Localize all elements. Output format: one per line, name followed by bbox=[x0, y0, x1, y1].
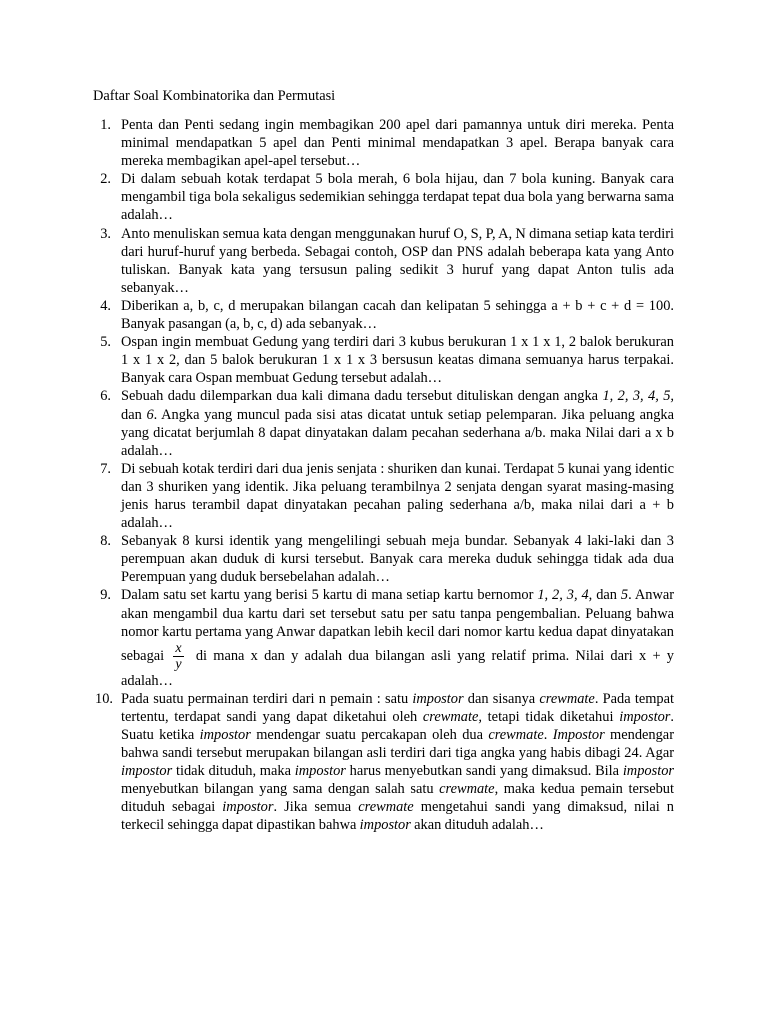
question-text-part: akan dituduh adalah… bbox=[410, 817, 544, 834]
question-number: 1. bbox=[100, 117, 111, 133]
question-number: 3. bbox=[100, 225, 111, 242]
term-impostor: impostor bbox=[622, 763, 674, 780]
question-number: 2. bbox=[100, 171, 111, 188]
card-number-five: 5 bbox=[620, 587, 629, 604]
question-text bbox=[121, 586, 674, 689]
question-text bbox=[121, 690, 674, 835]
question-5 bbox=[0, 333, 768, 387]
question-number: 7. bbox=[100, 460, 111, 477]
question-text-part: . bbox=[543, 727, 553, 743]
question-text-part: dan sisanya bbox=[463, 690, 540, 707]
question-text: Diberikan a, b, c, d merupakan bilangan cacah dan kelipatan 5 sehingga a + b + c + d = 100. Banyak pasangan (a, b, c, d) ada sebanyak… bbox=[121, 297, 674, 333]
term-impostor: impostor bbox=[412, 690, 464, 707]
question-text: Di dalam sebuah kotak terdapat 5 bola merah, 6 bola hijau, dan 7 bola kuning. Banyak cara mengambil tiga bola sekaligus sedemikian sehingga terdapat tepat dua bola yang berwarna sama adalah… bbox=[121, 171, 674, 224]
question-8 bbox=[0, 532, 768, 586]
question-text-part: tidak dituduh, maka bbox=[172, 763, 295, 780]
question-text-part: Sebuah dadu dilemparkan dua kali dimana dadu tersebut dituliskan dengan angka bbox=[121, 388, 603, 405]
question-text-part: mendengar suatu percakapan oleh dua bbox=[250, 727, 489, 743]
question-text-part: . Angka yang muncul pada sisi atas dicatat untuk setiap pelemparan. Jika peluang angka yang dicatat berjumlah 8 dapat dinyatakan dalam pecahan sederhana a/b. maka Nilai dari a x b adalah… bbox=[121, 406, 675, 459]
question-number: 6. bbox=[100, 388, 111, 405]
question-number: 5. bbox=[100, 334, 111, 351]
fraction-numerator: x bbox=[175, 640, 182, 656]
term-impostor: impostor bbox=[199, 727, 251, 743]
dice-face-six: 6 bbox=[146, 406, 154, 423]
question-text-part: mendengar bahwa sandi tersebut merupakan bilangan asli terdiri dari tiga angka yang habis dibagi 24. Agar bbox=[121, 727, 674, 762]
question-text-part: menyebutkan bilangan yang sama dengan salah satu bbox=[121, 781, 440, 798]
question-text bbox=[121, 387, 674, 459]
term-crewmate: crewmate, bbox=[422, 708, 482, 725]
term-crewmate: crewmate bbox=[358, 799, 414, 816]
question-text-part: mengetahui sandi yang dimaksud, nilai n terkecil sehingga dapat dipastikan bahwa bbox=[121, 799, 674, 834]
question-4 bbox=[0, 297, 768, 333]
term-crewmate: crewmate bbox=[439, 781, 495, 798]
question-text-part: dan bbox=[592, 587, 621, 604]
question-text-part: dan bbox=[121, 406, 147, 423]
question-text: Ospan ingin membuat Gedung yang terdiri dari 3 kubus berukuran 1 x 1 x 1, 2 balok berukuran 1 x 1 x 2, dan 5 balok berukuran 1 x 1 x 3 bersusun keatas dimana semuanya harus terpakai. Banyak cara Ospan membuat Gedung tersebut adalah… bbox=[121, 334, 674, 387]
question-list bbox=[0, 116, 768, 835]
question-text: Anto menuliskan semua kata dengan menggunakan huruf O, S, P, A, N dimana setiap kata terdiri dari huruf-huruf yang berbeda. Sebagai contoh, OSP dan PNS adalah beberapa kata yang Anto tuliskan. Banyak kata yang tersusun paling sedikit 3 huruf yang dapat Anton tulis ada sebanyak… bbox=[121, 225, 675, 296]
question-9 bbox=[0, 586, 768, 689]
fraction-denominator: y bbox=[175, 656, 182, 672]
term-crewmate: crewmate bbox=[539, 690, 595, 707]
question-text-part: Pada suatu permainan terdiri dari n pemain : satu bbox=[121, 690, 413, 707]
term-impostor: Impostor bbox=[552, 727, 605, 743]
term-impostor: impostor bbox=[222, 799, 274, 816]
question-text-part: . Anwar akan mengambil dua kartu dari set tersebut satu per satu tanpa pengembalian. Peluang bahwa nomor kartu pertama yang Anwar dapatkan lebih kecil dari nomor kartu kedua dapat dinyatakan sebagai bbox=[121, 587, 675, 664]
question-2 bbox=[0, 170, 768, 224]
question-text-part: tetapi tidak diketahui bbox=[481, 708, 620, 725]
question-text-part: . Pada tempat tertentu, terdapat sandi yang dapat diketahui oleh bbox=[121, 690, 674, 725]
question-text-part: di mana x dan y adalah dua bilangan asli yang relatif prima. Nilai dari x + y adalah… bbox=[121, 647, 674, 689]
fraction-x-over-y bbox=[173, 641, 183, 672]
dice-faces: 1, 2, 3, 4, 5, bbox=[602, 388, 674, 405]
term-impostor: impostor bbox=[294, 763, 346, 780]
question-text-part: , maka kedua pemain tersebut dituduh sebagai bbox=[121, 781, 674, 816]
question-number: 4. bbox=[100, 297, 111, 314]
question-number: 8. bbox=[100, 533, 111, 550]
question-text: Di sebuah kotak terdiri dari dua jenis senjata : shuriken dan kunai. Terdapat 5 kunai yang identic dan 3 shuriken yang identik. Jika peluang terambilnya 2 senjata dengan syarat masing-masing jenis harus terambil dapat dinyatakan pecahan paling sederhana a/b, maka nilai dari a + b adalah… bbox=[121, 460, 674, 532]
question-number: 10. bbox=[95, 690, 113, 707]
question-text: Penta dan Penti sedang ingin membagikan 200 apel dari pamannya untuk diri mereka. Penta minimal mendapatkan 5 apel dan Penti minimal mendapatkan 3 apel. Berapa banyak cara mereka membagikan apel-apel tersebut… bbox=[121, 117, 674, 170]
question-text-part: . Suatu ketika bbox=[121, 708, 674, 743]
question-text: Sebanyak 8 kursi identik yang mengelilingi sebuah meja bundar. Sebanyak 4 laki-laki dan 3 perempuan akan duduk di kursi tersebut. Banyak cara mereka duduk sehingga tidak ada dua Perempuan yang duduk bersebelahan adalah… bbox=[121, 533, 674, 586]
question-text-part: harus menyebutkan sandi yang dimaksud. Bila bbox=[345, 763, 623, 780]
term-crewmate: crewmate bbox=[488, 727, 544, 743]
term-impostor: impostor bbox=[121, 763, 173, 780]
question-7 bbox=[0, 460, 768, 532]
card-numbers: 1, 2, 3, 4, bbox=[537, 587, 593, 604]
document-title: Daftar Soal Kombinatorika dan Permutasi bbox=[93, 88, 336, 104]
question-text-part: Dalam satu set kartu yang berisi 5 kartu di mana setiap kartu bernomor bbox=[121, 587, 538, 604]
question-1 bbox=[0, 116, 768, 170]
question-number: 9. bbox=[100, 587, 111, 604]
question-text-part: . Jika semua bbox=[273, 799, 359, 816]
term-impostor: impostor bbox=[619, 708, 671, 725]
question-3 bbox=[0, 225, 768, 297]
term-impostor: impostor bbox=[359, 817, 411, 834]
question-6 bbox=[0, 387, 768, 459]
question-10 bbox=[0, 690, 768, 835]
